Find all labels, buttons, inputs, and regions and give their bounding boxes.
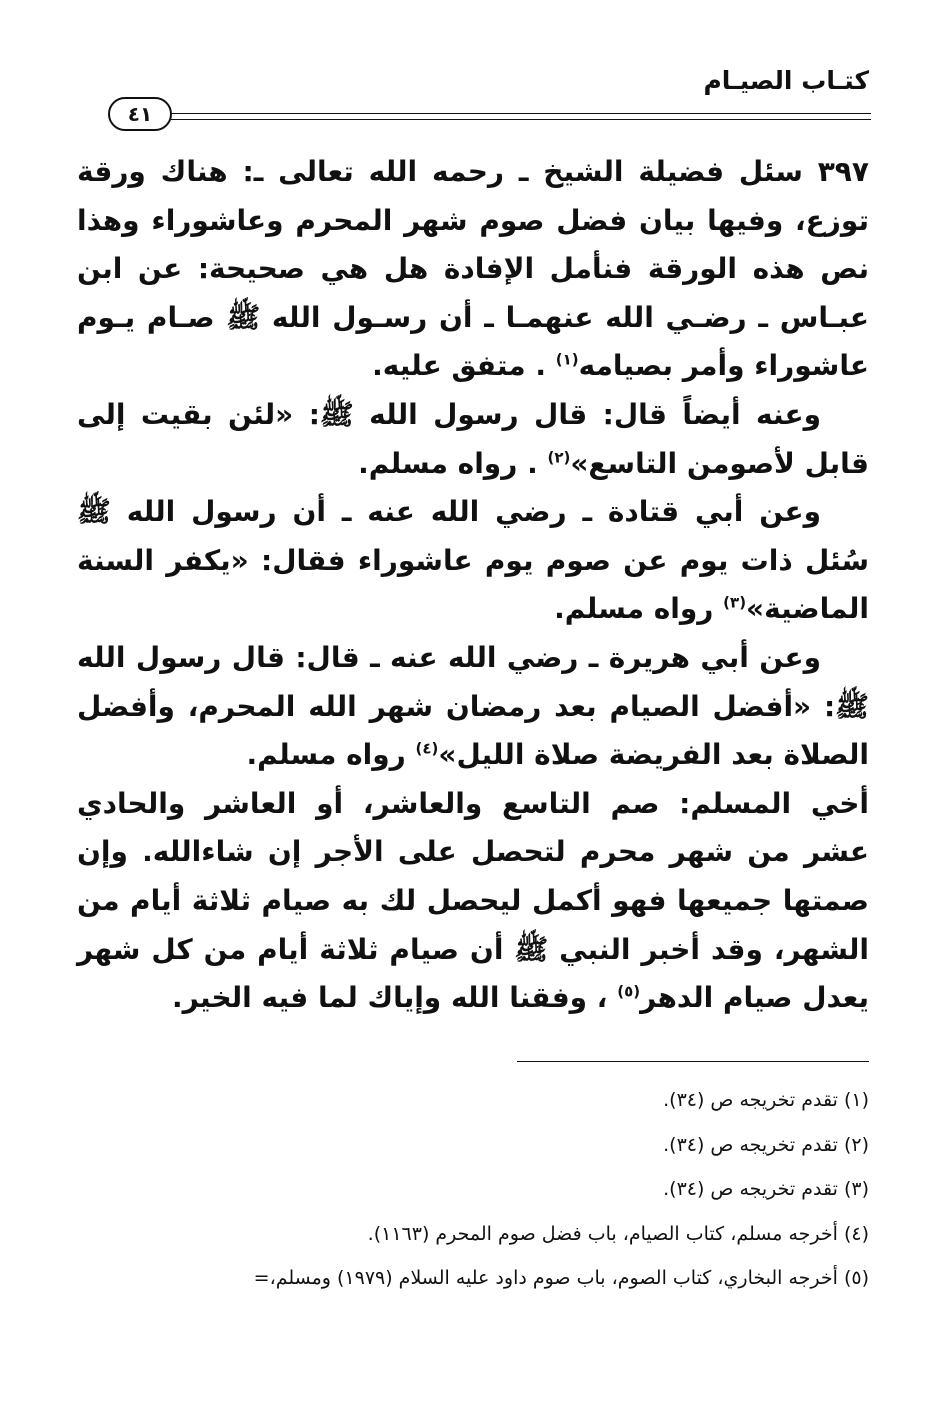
paragraph-advice: أخي المسلم: صم التاسع والعاشر، أو العاشر والحادي عشر من شهر محرم لتحصل على الأجر إن شاءالله. وإن صمتها جميعها فهو أكمل ليحصل لك به صيام ثلاثة أيام من الشهر، وقد أخبر النبي ﷺ أن صيام ثلاثة أيام من كل شهر يعدل صيام الدهر$^{(٥)}$ ، وفقنا الله وإياك لما فيه الخير. bbox=[77, 786, 869, 1015]
footnote-2: (٢) تقدم تخريجه ص (٣٤). bbox=[663, 1133, 869, 1156]
page-number-badge: ٤١ bbox=[108, 97, 172, 131]
paragraph-hadith-2: وعنه أيضاً قال: قال رسول الله ﷺ: «لئن بقيت إلى قابل لأصومن التاسع»$^{(٢)}$ . رواه مسلم. bbox=[77, 397, 869, 480]
footnotes bbox=[77, 1078, 869, 1301]
footnote-3: (٣) تقدم تخريجه ص (٣٤). bbox=[663, 1178, 869, 1200]
footnote-ref-3: (٣) bbox=[723, 594, 747, 613]
footnote-ref-5: (٥) bbox=[617, 982, 641, 1001]
footnote-separator bbox=[517, 1061, 869, 1062]
running-header-title: كتـاب الصيـام bbox=[703, 66, 869, 95]
footnote-ref-1: (١) bbox=[555, 351, 579, 370]
footnote-4: (٤) أخرجه مسلم، كتاب الصيام، باب فضل صوم المحرم (١١٦٣). bbox=[367, 1222, 869, 1245]
footnote-5: (٥) أخرجه البخاري، كتاب الصوم، باب صوم داود عليه السلام (١٩٧٩) ومسلم،= bbox=[253, 1267, 869, 1289]
paragraph-hadith-3: وعن أبي قتادة ـ رضي الله عنه ـ أن رسول الله ﷺ سُئل ذات يوم عن صوم يوم عاشوراء فقال: «يكفر السنة الماضية»$^{(٣)}$ رواه مسلم. bbox=[77, 495, 869, 626]
footnote-1: (١) تقدم تخريجه ص (٣٤). bbox=[663, 1089, 869, 1111]
footnote-ref-2: (٢) bbox=[547, 448, 571, 467]
footnote-ref-4: (٤) bbox=[415, 739, 439, 758]
paragraph-hadith-4: وعن أبي هريرة ـ رضي الله عنه ـ قال: قال رسول الله ﷺ: «أفضل الصيام بعد رمضان شهر الله المحرم، وأفضل الصلاة بعد الفريضة صلاة الليل»$^{(٤)}$ رواه مسلم. bbox=[77, 640, 869, 772]
header-rule bbox=[160, 113, 871, 114]
header-rule-secondary bbox=[168, 119, 871, 120]
main-text bbox=[77, 148, 869, 1023]
paragraph-question: ٣٩٧ سئل فضيلة الشيخ ـ رحمه الله تعالى ـ: هناك ورقة توزع، وفيها بيان فضل صوم شهر المحرم وعاشوراء وهذا نص هذه الورقة فنأمل الإفادة هل هي صحيحة: عن ابن عبـاس ـ رضـي الله عنهمـا ـ أن رسـول الله ﷺ صـام يـوم عاشوراء وأمر بصيامه$^{(١)}$ . متفق عليه. bbox=[77, 155, 869, 383]
